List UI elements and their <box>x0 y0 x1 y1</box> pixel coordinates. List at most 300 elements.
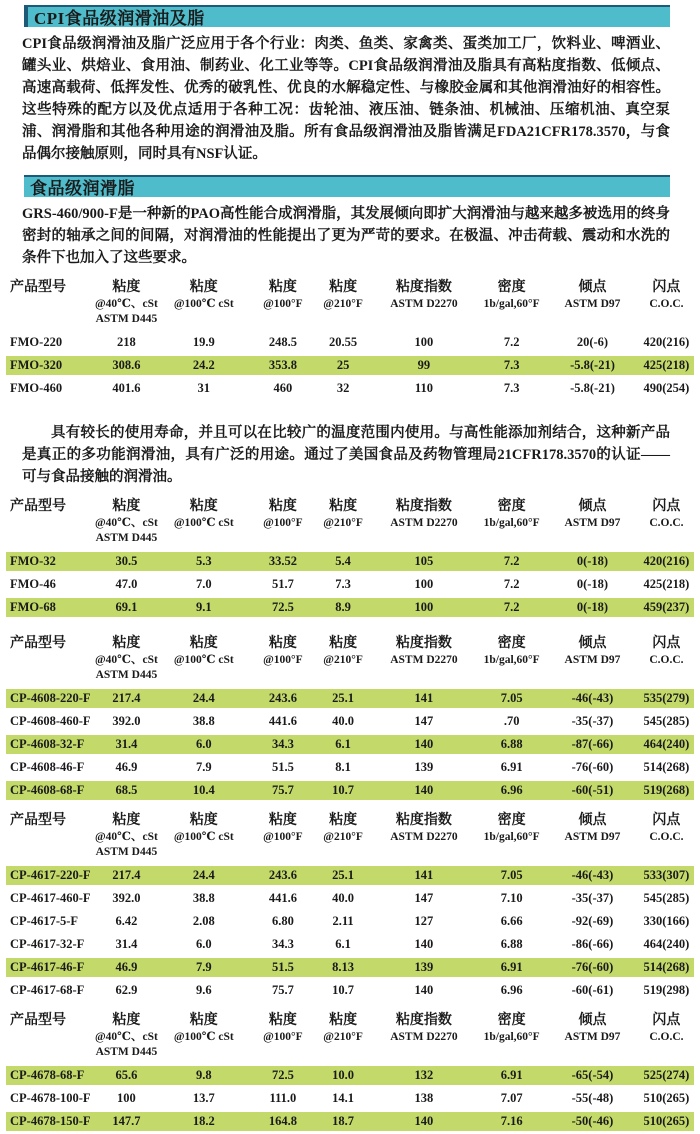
cell-value: 18.2 <box>192 1114 215 1128</box>
header-col <box>95 498 157 546</box>
cell-value: 34.3 <box>271 937 294 951</box>
header-col-line: 粘度 <box>268 1013 297 1028</box>
cell-value: 490(254) <box>643 381 690 395</box>
cell-value: -65(-54) <box>571 1068 614 1082</box>
cell-value: 9.1 <box>195 600 212 614</box>
header-col-line: 粘度指数 <box>395 636 452 651</box>
header-product: 产品型号 <box>10 1013 66 1028</box>
header-col <box>250 279 315 312</box>
cell-value: 62.9 <box>115 983 138 997</box>
header-col-line: @100℃ cSt <box>173 654 234 666</box>
cell-model: CP-4617-5-F <box>10 914 79 928</box>
table-row <box>6 598 694 617</box>
cell-value: 464(240) <box>643 937 690 951</box>
cell-model: FMO-220 <box>10 335 63 349</box>
cell-value: -5.8(-21) <box>570 381 615 395</box>
header-col-line: 粘度 <box>189 813 218 828</box>
header-col-line: @100°F <box>263 298 303 310</box>
cell-value: 72.5 <box>271 1068 294 1082</box>
header-col <box>95 279 157 327</box>
cell-value: 127 <box>414 914 434 928</box>
cell-value: 5.3 <box>195 554 212 568</box>
header-product: 产品型号 <box>10 280 66 295</box>
cell-value: 100 <box>414 335 434 349</box>
header-col-line: @210°F <box>323 298 363 310</box>
cell-value: 6.1 <box>335 737 351 751</box>
header-col-line: ASTM D445 <box>95 532 158 544</box>
cell-value: 6.88 <box>500 737 523 751</box>
cell-model: CP-4608-460-F <box>10 714 91 728</box>
cell-value: 401.6 <box>112 381 141 395</box>
cell-value: 33.52 <box>268 554 297 568</box>
header-col-line: @210°F <box>323 831 363 843</box>
header-col-line: ASTM D445 <box>95 1046 158 1058</box>
cell-value: 65.6 <box>115 1068 138 1082</box>
header-col <box>316 812 371 845</box>
spec-table-header <box>6 498 694 552</box>
cell-value: 20(-6) <box>576 335 609 349</box>
header-col-line: @40℃、cSt <box>94 298 158 310</box>
cell-value: 24.2 <box>192 358 215 372</box>
cell-value: 7.05 <box>500 691 523 705</box>
cell-value: 420(216) <box>643 335 690 349</box>
header-col-line: 1b/gal,60°F <box>483 831 540 843</box>
cell-value: -60(-61) <box>571 983 614 997</box>
cell-value: 75.7 <box>271 783 294 797</box>
header-col-line: 粘度 <box>329 636 358 651</box>
cell-value: 25.1 <box>332 868 355 882</box>
header-col <box>477 279 546 312</box>
header-col <box>250 498 315 531</box>
cell-value: 248.5 <box>268 335 297 349</box>
header-col-line: 粘度 <box>112 1013 141 1028</box>
header-col-line: @40℃、cSt <box>94 831 158 843</box>
cell-value: 8.1 <box>335 760 351 774</box>
header-col-line: 倾点 <box>578 280 607 295</box>
header-col <box>546 498 639 531</box>
header-col-line: 倾点 <box>578 1013 607 1028</box>
header-col <box>546 635 639 668</box>
header-product: 产品型号 <box>10 636 66 651</box>
cell-value: 510(265) <box>643 1114 690 1128</box>
cell-model: CP-4617-68-F <box>10 983 85 997</box>
header-col <box>95 812 157 860</box>
cell-value: 425(218) <box>643 577 690 591</box>
header-col <box>639 635 694 668</box>
header-col-line: 粘度 <box>189 280 218 295</box>
cell-value: 392.0 <box>112 714 141 728</box>
cell-value: 5.4 <box>335 554 351 568</box>
cell-value: 100 <box>117 1091 136 1105</box>
cell-value: 10.7 <box>332 783 355 797</box>
cell-value: 13.7 <box>192 1091 215 1105</box>
cell-value: 105 <box>414 554 434 568</box>
cell-value: 7.0 <box>195 577 212 591</box>
table-row <box>6 1066 694 1085</box>
header-col-line: 粘度 <box>268 280 297 295</box>
cell-model: CP-4617-32-F <box>10 937 85 951</box>
header-col-line: C.O.C. <box>649 654 684 666</box>
cell-value: 7.9 <box>195 760 212 774</box>
cell-value: 519(268) <box>643 783 690 797</box>
header-col-line: 1b/gal,60°F <box>483 654 540 666</box>
spec-table-header <box>6 1012 694 1066</box>
header-col-line: ASTM D97 <box>564 517 621 529</box>
header-col-line: ASTM D97 <box>564 831 621 843</box>
header-col-line: 粘度 <box>329 499 358 514</box>
cell-model: FMO-460 <box>10 381 63 395</box>
cell-value: -76(-60) <box>571 960 614 974</box>
cell-value: 139 <box>414 760 434 774</box>
header-col-line: @100℃ cSt <box>173 831 234 843</box>
cell-value: -5.8(-21) <box>570 358 615 372</box>
cell-value: 111.0 <box>269 1091 297 1105</box>
header-col <box>639 498 694 531</box>
cell-value: 0(-18) <box>576 554 609 568</box>
header-col-line: @210°F <box>323 654 363 666</box>
header-col <box>371 498 478 531</box>
cell-value: 459(237) <box>643 600 690 614</box>
cell-value: 69.1 <box>115 600 138 614</box>
cell-value: 140 <box>414 737 434 751</box>
spec-table-cp-4608 <box>6 635 694 800</box>
cell-value: 14.1 <box>332 1091 355 1105</box>
cell-value: 20.55 <box>329 335 358 349</box>
cell-value: .70 <box>503 714 520 728</box>
header-col <box>371 279 478 312</box>
cell-value: 2.11 <box>332 914 354 928</box>
cell-value: 110 <box>414 381 433 395</box>
header-col-line: 粘度 <box>189 636 218 651</box>
header-col <box>371 635 478 668</box>
header-col <box>477 635 546 668</box>
cell-value: 140 <box>414 1114 434 1128</box>
cell-value: 6.1 <box>335 937 351 951</box>
header-col <box>157 498 250 531</box>
header-col-line: @40℃、cSt <box>94 654 158 666</box>
header-product: 产品型号 <box>10 813 66 828</box>
table-row <box>6 981 694 1000</box>
cell-model: CP-4608-32-F <box>10 737 85 751</box>
cell-value: 100 <box>414 600 434 614</box>
cell-value: 514(268) <box>643 960 690 974</box>
header-col-line: 密度 <box>497 813 526 828</box>
cell-value: 99 <box>417 358 431 372</box>
cell-value: 8.13 <box>332 960 355 974</box>
table-row <box>6 379 694 398</box>
header-col-line: C.O.C. <box>649 298 684 310</box>
cell-model: CP-4617-46-F <box>10 960 85 974</box>
cell-model: FMO-68 <box>10 600 56 614</box>
cell-value: 147 <box>414 891 434 905</box>
cell-value: -46(-43) <box>571 691 614 705</box>
cell-value: 147.7 <box>112 1114 141 1128</box>
cell-value: 51.5 <box>271 760 294 774</box>
cell-model: CP-4608-220-F <box>10 691 91 705</box>
spec-table-header <box>6 279 694 333</box>
header-col-line: 密度 <box>497 636 526 651</box>
header-col-line: @40℃、cSt <box>94 1031 158 1043</box>
header-col-line: 粘度 <box>329 280 358 295</box>
cell-value: -55(-48) <box>571 1091 614 1105</box>
cell-value: 0(-18) <box>576 600 609 614</box>
table-row <box>6 1112 694 1131</box>
header-col <box>477 1012 546 1045</box>
cell-value: 164.8 <box>268 1114 297 1128</box>
cell-value: 7.3 <box>335 577 351 591</box>
multi-purpose-paragraph: 具有较长的使用寿命，并且可以在比较广的温度范围内使用。与高性能添加剂结合，这种新产品是真正的多功能润滑油，具有广泛的用途。通过了美国食品及药物管理局21CFR178.3570的认证——可与食品接触的润滑油。 <box>22 425 670 485</box>
cell-value: 545(285) <box>643 891 690 905</box>
header-col-line: 粘度指数 <box>395 280 452 295</box>
cell-value: 47.0 <box>115 577 138 591</box>
header-col-line: 1b/gal,60°F <box>483 517 540 529</box>
cell-value: 7.2 <box>503 600 520 614</box>
cell-value: 525(274) <box>643 1068 690 1082</box>
table-row <box>6 689 694 708</box>
cell-value: 140 <box>414 783 434 797</box>
header-col-line: 倾点 <box>578 636 607 651</box>
cell-value: 217.4 <box>112 868 141 882</box>
header-col <box>639 279 694 312</box>
header-col-line: @100°F <box>263 654 303 666</box>
header-col <box>477 812 546 845</box>
cell-value: 308.6 <box>112 358 141 372</box>
header-col-line: 闪点 <box>652 636 681 651</box>
header-col-line: 闪点 <box>652 1013 681 1028</box>
spec-table-cp-4617 <box>6 812 694 1000</box>
cell-model: CP-4678-68-F <box>10 1068 85 1082</box>
spec-table-cp-4678 <box>6 1012 694 1131</box>
cell-value: 68.5 <box>115 783 138 797</box>
cell-value: 40.0 <box>332 891 355 905</box>
header-col-line: @40℃、cSt <box>94 517 158 529</box>
header-col-line: 1b/gal,60°F <box>483 1031 540 1043</box>
cell-value: -50(-46) <box>571 1114 614 1128</box>
header-col-line: ASTM D2270 <box>390 1031 458 1043</box>
cell-value: -46(-43) <box>571 868 614 882</box>
cell-value: 10.0 <box>332 1068 355 1082</box>
cell-value: 8.9 <box>335 600 351 614</box>
cell-value: 46.9 <box>115 760 138 774</box>
header-col-line: 粘度 <box>112 636 141 651</box>
header-col-line: 密度 <box>497 499 526 514</box>
header-col <box>477 498 546 531</box>
table-row <box>6 758 694 777</box>
header-col-line: 闪点 <box>652 280 681 295</box>
cell-value: 7.9 <box>195 960 212 974</box>
cell-value: 24.4 <box>192 868 215 882</box>
header-col-line: 粘度指数 <box>395 499 452 514</box>
cell-model: FMO-46 <box>10 577 56 591</box>
cell-value: 38.8 <box>192 891 215 905</box>
cell-value: -86(-66) <box>571 937 614 951</box>
header-col-line: 密度 <box>497 280 526 295</box>
table-row <box>6 735 694 754</box>
cell-value: 25.1 <box>332 691 355 705</box>
section-title-bar-2 <box>24 175 670 197</box>
cell-value: 32 <box>336 381 350 395</box>
cell-value: 31.4 <box>115 937 138 951</box>
cell-model: CP-4617-460-F <box>10 891 91 905</box>
header-col <box>371 812 478 845</box>
header-col <box>639 812 694 845</box>
spec-table-fmo-heavy <box>6 279 694 398</box>
header-col <box>316 1012 371 1045</box>
cell-value: 6.88 <box>500 937 523 951</box>
cell-value: 7.3 <box>503 381 520 395</box>
cell-value: 6.42 <box>115 914 138 928</box>
cell-value: 100 <box>414 577 434 591</box>
cell-value: 140 <box>414 937 434 951</box>
cell-model: CP-4678-100-F <box>10 1091 91 1105</box>
cell-value: 7.3 <box>503 358 520 372</box>
cell-value: 6.0 <box>195 937 212 951</box>
header-col <box>157 1012 250 1045</box>
cell-value: 514(268) <box>643 760 690 774</box>
cell-value: 72.5 <box>271 600 294 614</box>
cell-model: CP-4617-220-F <box>10 868 91 882</box>
cell-model: CP-4678-150-F <box>10 1114 91 1128</box>
cell-value: -76(-60) <box>571 760 614 774</box>
spec-table-header <box>6 635 694 689</box>
header-col-line: 1b/gal,60°F <box>483 298 540 310</box>
cell-value: 38.8 <box>192 714 215 728</box>
cell-value: -60(-51) <box>571 783 614 797</box>
header-col-line: ASTM D97 <box>564 1031 621 1043</box>
header-col-line: C.O.C. <box>649 831 684 843</box>
cell-value: 31.4 <box>115 737 138 751</box>
table-row <box>6 912 694 931</box>
header-product: 产品型号 <box>10 499 66 514</box>
table-row <box>6 552 694 571</box>
header-col-line: ASTM D2270 <box>390 654 458 666</box>
cell-value: 533(307) <box>643 868 690 882</box>
cell-value: 51.7 <box>271 577 294 591</box>
cell-value: 460 <box>273 381 293 395</box>
cell-value: 441.6 <box>268 714 297 728</box>
header-col-line: 粘度 <box>329 813 358 828</box>
header-col <box>95 1012 157 1060</box>
header-col <box>250 635 315 668</box>
header-col-line: ASTM D2270 <box>390 298 458 310</box>
cell-value: 75.7 <box>271 983 294 997</box>
header-col-line: 粘度 <box>268 499 297 514</box>
cell-value: 425(218) <box>643 358 690 372</box>
cell-value: 420(216) <box>643 554 690 568</box>
header-col-line: 粘度 <box>189 1013 218 1028</box>
header-col-line: @100°F <box>263 517 303 529</box>
header-col <box>157 279 250 312</box>
cell-value: 545(285) <box>643 714 690 728</box>
cell-value: -92(-69) <box>571 914 614 928</box>
header-col-line: ASTM D2270 <box>390 831 458 843</box>
header-col-line: @210°F <box>323 1031 363 1043</box>
cell-value: 7.2 <box>503 554 520 568</box>
header-col <box>250 1012 315 1045</box>
header-col-line: 粘度 <box>268 636 297 651</box>
header-col <box>546 279 639 312</box>
table-row <box>6 712 694 731</box>
header-col <box>157 812 250 845</box>
header-col-line: ASTM D445 <box>95 313 158 325</box>
cell-value: 147 <box>414 714 434 728</box>
header-col-line: @100℃ cSt <box>173 298 234 310</box>
grease-paragraph: GRS-460/900-F是一种新的PAO高性能合成润滑脂，其发展倾向即扩大润滑油与越来越多被选用的终身密封的轴承之间的间隔，对润滑油的性能提出了更为严苛的要求。在极温、冲击荷载、震动和水洗的条件下也加入了这些要求。 <box>22 206 670 266</box>
cell-value: 18.7 <box>332 1114 355 1128</box>
cell-value: 7.10 <box>500 891 523 905</box>
header-col <box>316 498 371 531</box>
cell-value: 6.91 <box>500 1068 523 1082</box>
cell-value: 6.0 <box>195 737 212 751</box>
spec-table-fmo-light <box>6 498 694 617</box>
header-col-line: 闪点 <box>652 499 681 514</box>
cell-model: FMO-32 <box>10 554 56 568</box>
header-col-line: 粘度指数 <box>395 1013 452 1028</box>
header-col-line: 闪点 <box>652 813 681 828</box>
header-col <box>371 1012 478 1045</box>
header-col-line: C.O.C. <box>649 1031 684 1043</box>
cell-value: 25 <box>336 358 350 372</box>
header-col-line: 倾点 <box>578 499 607 514</box>
header-col-line: ASTM D445 <box>95 846 158 858</box>
cell-value: 6.80 <box>271 914 294 928</box>
table-row <box>6 866 694 885</box>
cell-value: -35(-37) <box>571 891 614 905</box>
header-col-line: ASTM D2270 <box>390 517 458 529</box>
cell-value: 40.0 <box>332 714 355 728</box>
header-col <box>316 279 371 312</box>
header-col-line: 密度 <box>497 1013 526 1028</box>
header-col <box>639 1012 694 1045</box>
header-col-line: 粘度指数 <box>395 813 452 828</box>
cell-value: 6.91 <box>500 960 523 974</box>
cell-value: 9.8 <box>195 1068 212 1082</box>
cell-value: 441.6 <box>268 891 297 905</box>
header-col-line: ASTM D97 <box>564 654 621 666</box>
cell-value: 138 <box>414 1091 434 1105</box>
header-col-line: 粘度 <box>112 280 141 295</box>
table-row <box>6 958 694 977</box>
cell-value: 46.9 <box>115 960 138 974</box>
cell-value: 6.96 <box>500 983 523 997</box>
cell-value: 7.07 <box>500 1091 523 1105</box>
header-col-line: ASTM D97 <box>564 298 621 310</box>
header-col-line: @100°F <box>263 1031 303 1043</box>
cell-value: 19.9 <box>192 335 215 349</box>
header-col-line: @100℃ cSt <box>173 517 234 529</box>
cell-value: 6.91 <box>500 760 523 774</box>
cell-value: 217.4 <box>112 691 141 705</box>
header-col-line: ASTM D445 <box>95 669 158 681</box>
cell-value: 6.66 <box>500 914 523 928</box>
header-col-line: 粘度 <box>268 813 297 828</box>
cell-value: 140 <box>414 983 434 997</box>
header-col-line: @100°F <box>263 831 303 843</box>
table-row <box>6 781 694 800</box>
cell-model: FMO-320 <box>10 358 63 372</box>
cell-value: 243.6 <box>268 691 297 705</box>
header-col <box>316 635 371 668</box>
header-col-line: 粘度 <box>189 499 218 514</box>
header-col-line: 倾点 <box>578 813 607 828</box>
cell-value: 392.0 <box>112 891 141 905</box>
header-col <box>95 635 157 683</box>
spec-table-header <box>6 812 694 866</box>
cell-value: 141 <box>414 691 434 705</box>
cell-value: -87(-66) <box>571 737 614 751</box>
header-col-line: @100℃ cSt <box>173 1031 234 1043</box>
cell-value: 30.5 <box>115 554 138 568</box>
